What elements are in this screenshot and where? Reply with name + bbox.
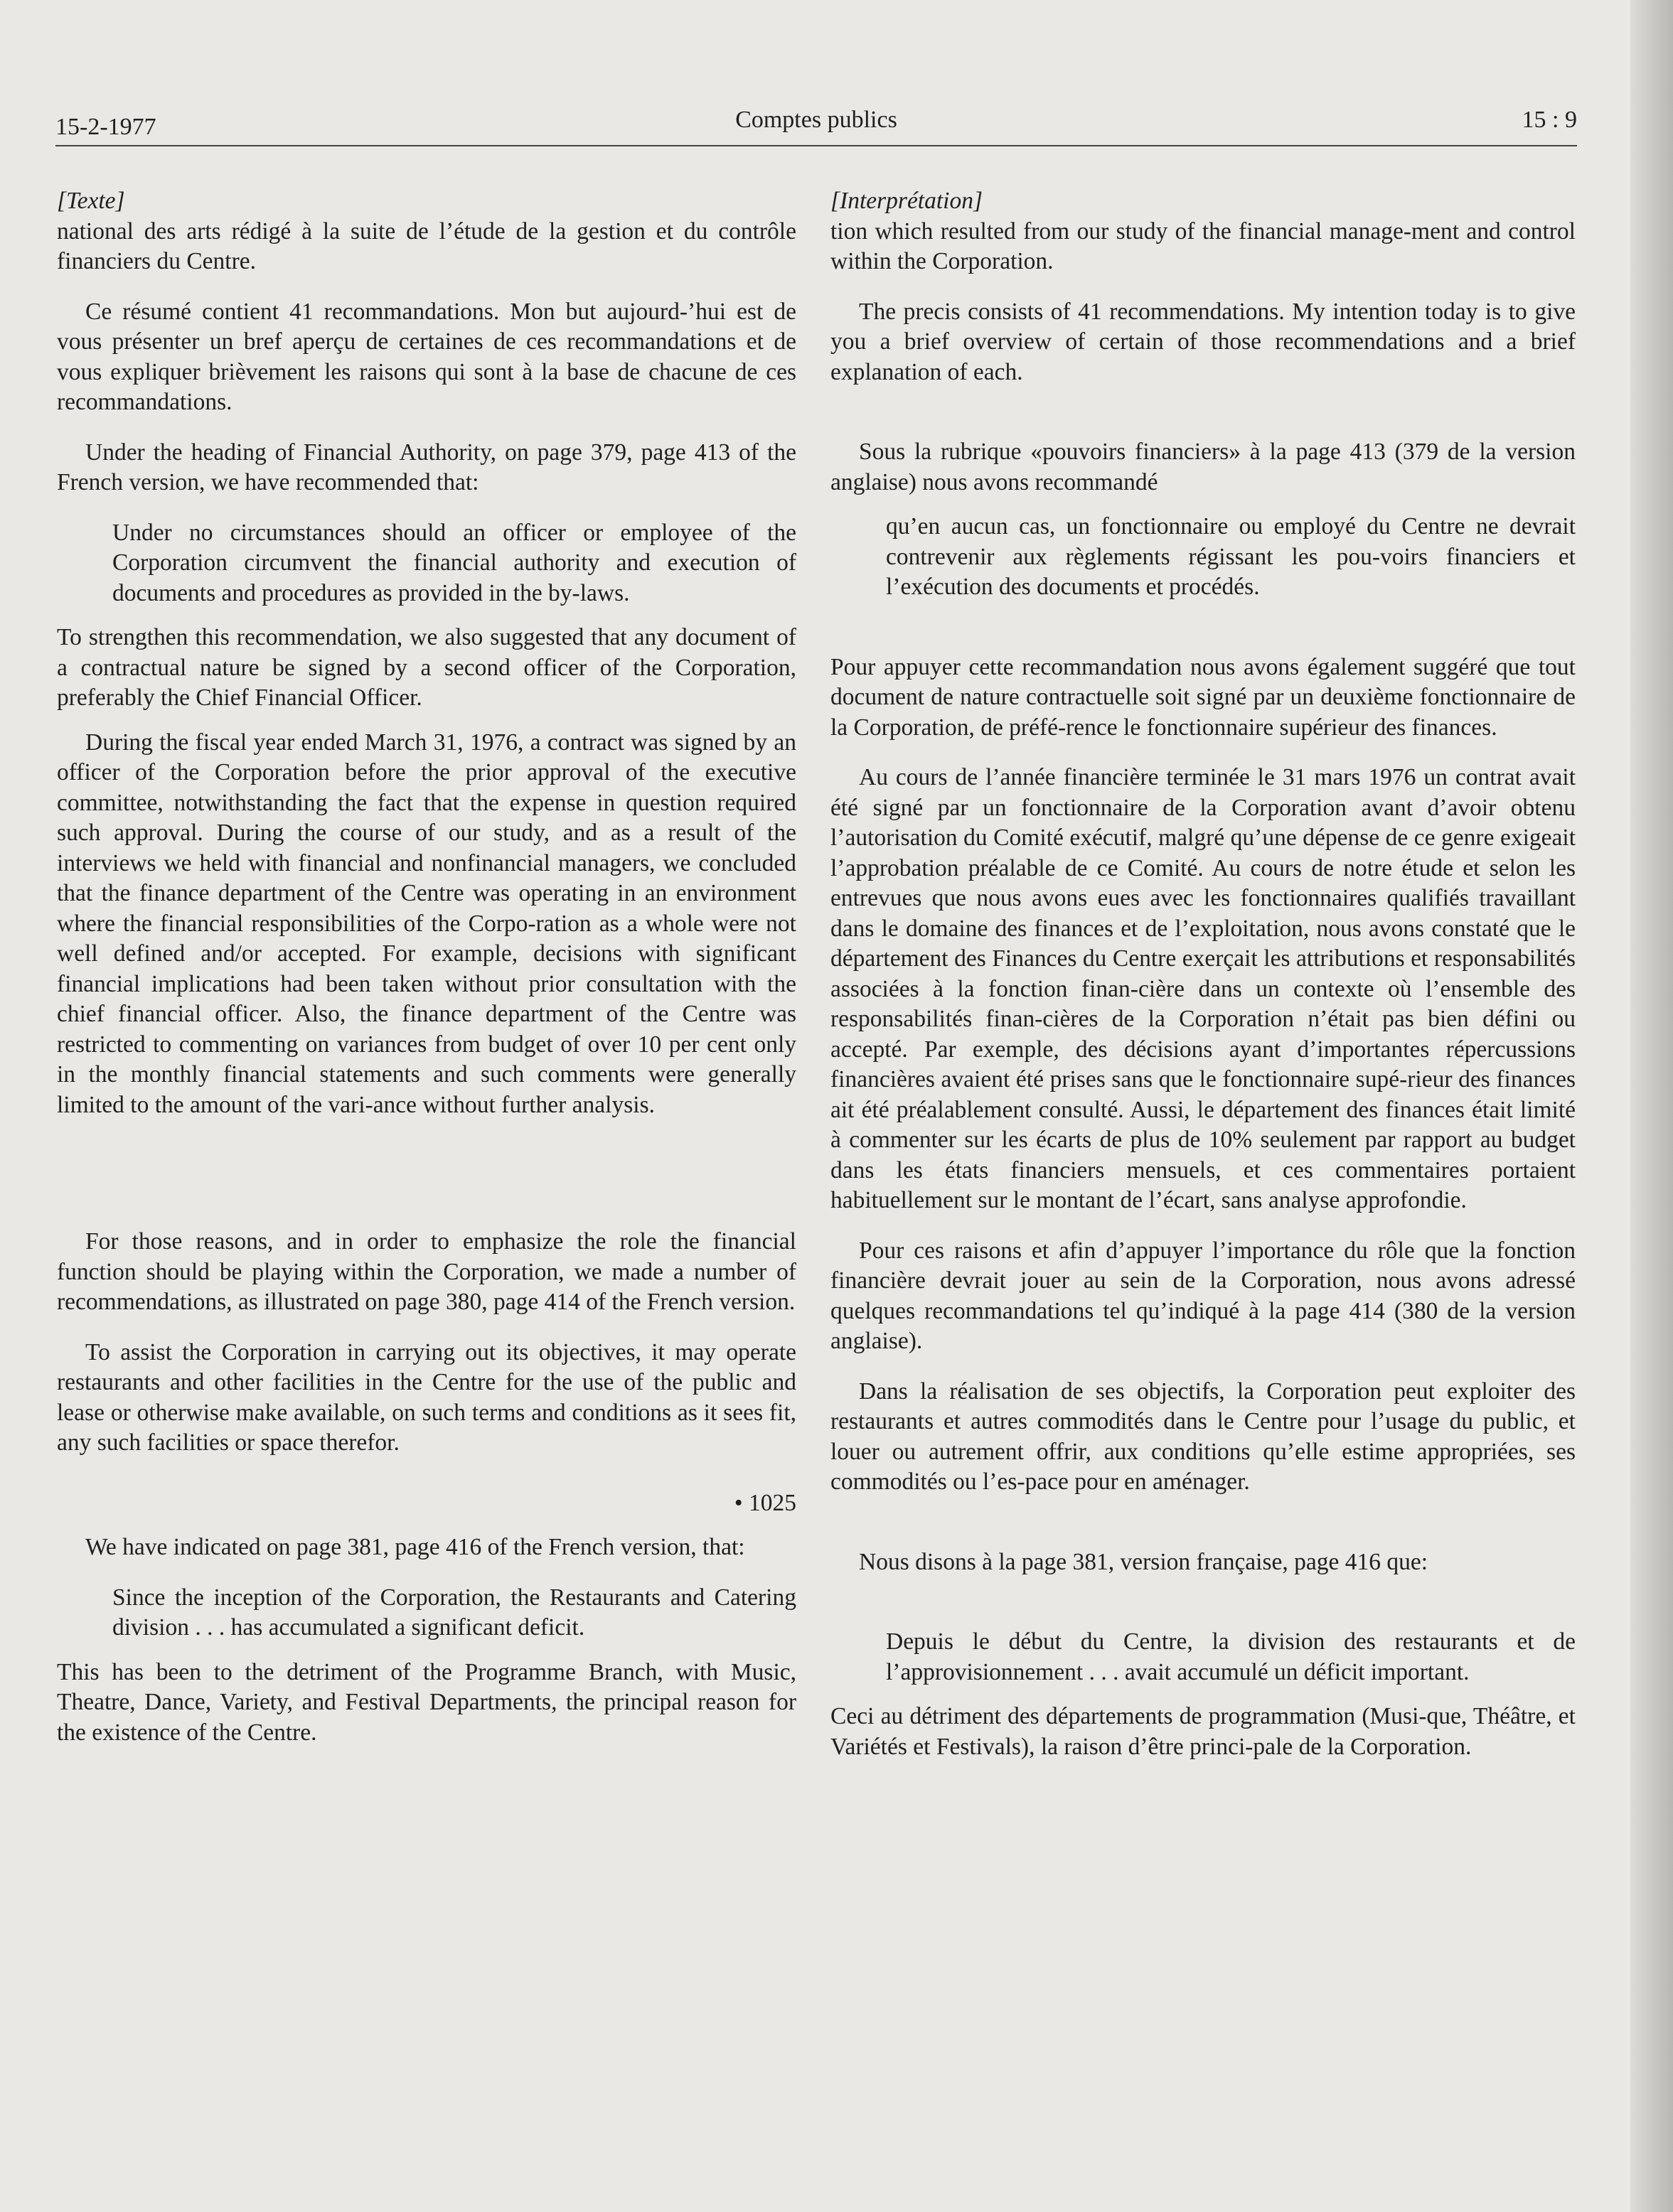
paragraph: Ceci au détriment des départements de programmation (Musi-que, Théâtre, et Variétés et Festivals), la raison d’être princi-pale de la Corporation. [830, 1703, 1576, 1760]
paragraph: Au cours de l’année financière terminée le 31 mars 1976 un contrat avait été signé par un fonctionnaire de la Corporation avant d’avoir obtenu l’autorisation du Comité exécutif, malgré qu’une dépense de ce genre exigeait l’approbation préalable de ce Comité. Au cours de notre étude et selon les entrevues que nous avons eues avec les fonctionnaires qualifiés travaillant dans le domaine des finances et de l’exploitation, nous avons constaté que le département des Finances du Centre exerçait les attributions et responsabilités associées à la fonction finan-cière dans un contexte où l’ensemble des responsabilités finan-cières de la Corporation n’était pas bien défini ou accepté. Par exemple, des décisions ayant d’importantes répercussions financières avaient été prises sans que le fonctionnaire supé-rieur des finances ait été préalablement consulté. Aussi, le département des finances était limité à commenter sur les écarts de plus de 10% seulement par rapport au budget dans les états financiers mensuels, et ces commentaires portaient habituellement sur le montant de l’écart, sans analyse approfondie. [830, 764, 1576, 1213]
block-quote: Depuis le début du Centre, la division des restaurants et de l’approvisionnement . . . avait accumulé un déficit important. [886, 1628, 1576, 1685]
paragraph: tion which resulted from our study of the financial manage-ment and control within the Corporation. [830, 218, 1576, 274]
paragraph: We have indicated on page 381, page 416 of the French version, that: [85, 1534, 745, 1560]
paragraph: Pour ces raisons et afin d’appuyer l’importance du rôle que la fonction financière devrait jouer au sein de la Corporation, nous avons adressé quelques recommandations tel qu’indiqué à la page 414 (380 de la version anglaise). [830, 1237, 1576, 1354]
paragraph: Pour appuyer cette recommandation nous avons également suggéré que tout document de nature contractuelle soit signé par un deuxième fonctionnaire de la Corporation, de préfé-rence le fonctionnaire supérieur des finances. [830, 653, 1576, 741]
header-title: Comptes publics [735, 107, 897, 133]
paragraph: To assist the Corporation in carrying out its objectives, it may operate restaurants and other facilities in the Centre for the use of the public and lease or otherwise make available, on such terms and conditions as it sees fit, any such facilities or space therefor. [57, 1338, 796, 1456]
header-page-number: 15 : 9 [1522, 107, 1577, 133]
page-edge [1630, 0, 1673, 2212]
paragraph: The precis consists of 41 recommendations. My intention today is to give you a brief overview of certain of those recommendations and a brief explanation of each. [830, 298, 1576, 385]
paragraph: During the fiscal year ended March 31, 1976, a contract was signed by an officer of the Corporation before the prior approval of the executive committee, notwithstanding the fact that the expense in question required such approval. During the course of our study, and as a result of the interviews we held with financial and nonfinancial managers, we concluded that the finance department of the Centre was operating in an environment where the financial responsibilities of the Corpo-ration as a whole were not well defined and/or accepted. For example, decisions with significant financial implications had been taken without prior consultation with the chief financial officer. Also, the finance department of the Centre was restricted to commenting on variances from budget of over 10 per cent only in the monthly financial statements and such comments were generally limited to the amount of the vari-ance without further analysis. [57, 729, 796, 1118]
header-rule [55, 145, 1577, 146]
page-header [55, 107, 1577, 149]
time-marker: • 1025 [734, 1489, 796, 1516]
left-column-label: [Texte] [57, 188, 125, 214]
block-quote: Since the inception of the Corporation, the Restaurants and Catering division . . . has accumulated a significant deficit. [112, 1584, 796, 1641]
paragraph: Sous la rubrique «pouvoirs financiers» à la page 413 (379 de la version anglaise) nous avons recommandé [830, 439, 1576, 495]
paragraph: Ce résumé contient 41 recommandations. Mon but aujourd-’hui est de vous présenter un bref aperçu de certaines de ces recommandations et de vous expliquer brièvement les raisons qui sont à la base de chacune de ces recommandations. [57, 298, 796, 415]
paragraph: Under the heading of Financial Authority, on page 379, page 413 of the French version, we have recommended that: [57, 439, 796, 495]
paragraph: national des arts rédigé à la suite de l’étude de la gestion et du contrôle financiers du Centre. [57, 218, 796, 274]
right-column-label: [Interprétation] [830, 188, 983, 214]
paragraph: This has been to the detriment of the Programme Branch, with Music, Theatre, Dance, Variety, and Festival Departments, the principal reason for the existence of the Centre. [57, 1658, 796, 1746]
paragraph: Dans la réalisation de ses objectifs, la Corporation peut exploiter des restaurants et autres commodités dans le Centre pour l’usage du public, et louer ou autrement offrir, aux conditions qu’elle estime appropriées, ses commodités ou l’es-pace pour en aménager. [830, 1378, 1576, 1495]
paragraph: For those reasons, and in order to emphasize the role the financial function should be playing within the Corporation, we made a number of recommendations, as illustrated on page 380, page 414 of the French version. [57, 1228, 796, 1315]
paragraph: Nous disons à la page 381, version française, page 416 que: [859, 1548, 1428, 1575]
header-date: 15-2-1977 [55, 114, 156, 140]
block-quote: qu’en aucun cas, un fonctionnaire ou employé du Centre ne devrait contrevenir aux règlements régissant les pou-voirs financiers et l’exécution des documents et procédés. [886, 513, 1576, 600]
block-quote: Under no circumstances should an officer or employee of the Corporation circumvent the financial authority and execution of documents and procedures as provided in the by-laws. [112, 519, 796, 606]
left-column [57, 186, 796, 1748]
right-column [830, 186, 1576, 1762]
paragraph: To strengthen this recommendation, we also suggested that any document of a contractual nature be signed by a second officer of the Corporation, preferably the Chief Financial Officer. [57, 624, 796, 711]
